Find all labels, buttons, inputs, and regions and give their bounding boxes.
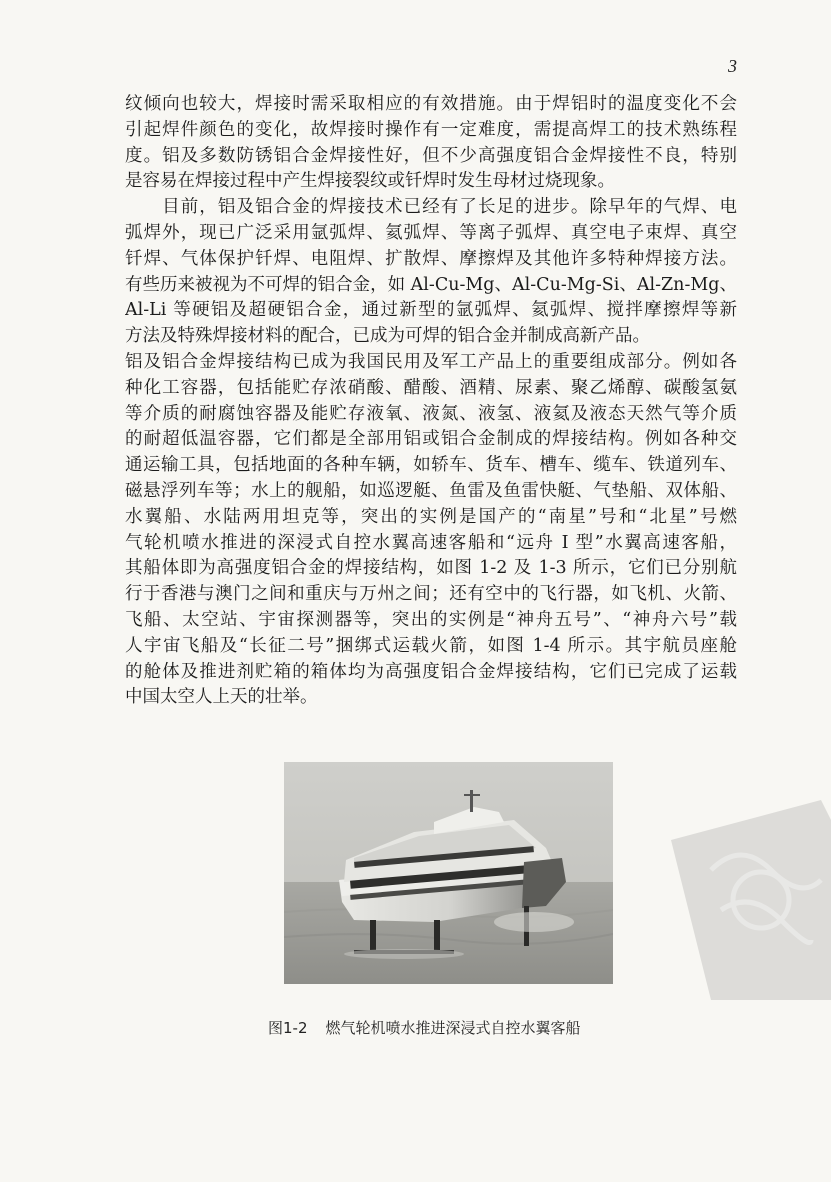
text-line: 纹倾向也较大，焊接时需采取相应的有效措施。由于焊铝时的温度变化不会 xyxy=(125,94,737,114)
text-line: 度。铝及多数防锈铝合金焊接性好，但不少高强度铝合金焊接性不良，特别 xyxy=(125,145,737,166)
text-line: 种化工容器，包括能贮存浓硝酸、醋酸、酒精、尿素、聚乙烯醇、碳酸氢氨 xyxy=(125,377,737,398)
text-line: Al-Li 等硬铝及超硬铝合金，通过新型的氩弧焊、氦弧焊、搅拌摩擦焊等新 xyxy=(125,300,737,321)
text-line: 飞船、太空站、宇宙探测器等，突出的实例是“神舟五号”、“神舟六号”载 xyxy=(125,609,737,630)
figure-caption xyxy=(268,1017,581,1038)
hydrofoil-photo xyxy=(284,762,613,984)
text-line: 铝及铝合金焊接结构已成为我国民用及军工产品上的重要组成部分。例如各 xyxy=(125,351,737,372)
figure-caption-number: 图1-2 xyxy=(268,1019,308,1037)
text-line: 引起焊件颜色的变化，故焊接时操作有一定难度，需提高焊工的技术熟练程 xyxy=(125,119,737,140)
text-line: 其船体即为高强度铝合金的焊接结构，如图 1-2 及 1-3 所示，它们已分别航 xyxy=(125,558,737,579)
text-line: 等介质的耐腐蚀容器及能贮存液氧、液氮、液氢、液氦及液态天然气等介质 xyxy=(125,403,737,424)
scan-watermark-stamp xyxy=(651,800,831,1000)
text-line: 有些历来被视为不可焊的铝合金，如 Al-Cu-Mg、Al-Cu-Mg-Si、Al-Zn-Mg、 xyxy=(125,274,737,295)
text-line: 目前，铝及铝合金的焊接技术已经有了长足的进步。除早年的气焊、电 xyxy=(125,197,737,218)
text-line: 的耐超低温容器，它们都是全部用铝或铝合金制成的焊接结构。例如各种交 xyxy=(125,429,737,450)
text-line: 钎焊、气体保护钎焊、电阻焊、扩散焊、摩擦焊及其他许多特种焊接方法。 xyxy=(125,248,737,269)
text-line: 方法及特殊焊接材料的配合，已成为可焊的铝合金并制成高新产品。 xyxy=(125,326,650,347)
text-line: 中国太空人上天的壮举。 xyxy=(125,687,318,708)
hydrofoil-ship-image xyxy=(284,762,613,984)
text-line: 的舱体及推进剂贮箱的箱体均为高强度铝合金焊接结构，它们已完成了运载 xyxy=(125,661,737,682)
text-line: 水翼船、水陆两用坦克等，突出的实例是国产的“南星”号和“北星”号燃 xyxy=(125,506,737,527)
text-line: 人宇宙飞船及“长征二号”捆绑式运载火箭，如图 1-4 所示。其宇航员座舱 xyxy=(125,635,737,656)
text-line: 弧焊外，现已广泛采用氩弧焊、氦弧焊、等离子弧焊、真空电子束焊、真空 xyxy=(125,222,737,243)
text-line: 行于香港与澳门之间和重庆与万州之间；还有空中的飞行器，如飞机、火箭、 xyxy=(125,584,737,605)
body-text xyxy=(125,92,737,711)
text-line: 是容易在焊接过程中产生焊接裂纹或钎焊时发生母材过烧现象。 xyxy=(125,171,615,192)
text-line: 磁悬浮列车等；水上的舰船，如巡逻艇、鱼雷及鱼雷快艇、气垫船、双体船、 xyxy=(125,480,737,501)
figure-caption-text: 燃气轮机喷水推进深浸式自控水翼客船 xyxy=(325,1019,581,1037)
text-line: 气轮机喷水推进的深浸式自控水翼高速客船和“远舟 I 型”水翼高速客船， xyxy=(125,532,737,553)
text-line: 通运输工具，包括地面的各种车辆，如轿车、货车、槽车、缆车、铁道列车、 xyxy=(125,455,737,476)
page-number: 3 xyxy=(728,56,737,76)
